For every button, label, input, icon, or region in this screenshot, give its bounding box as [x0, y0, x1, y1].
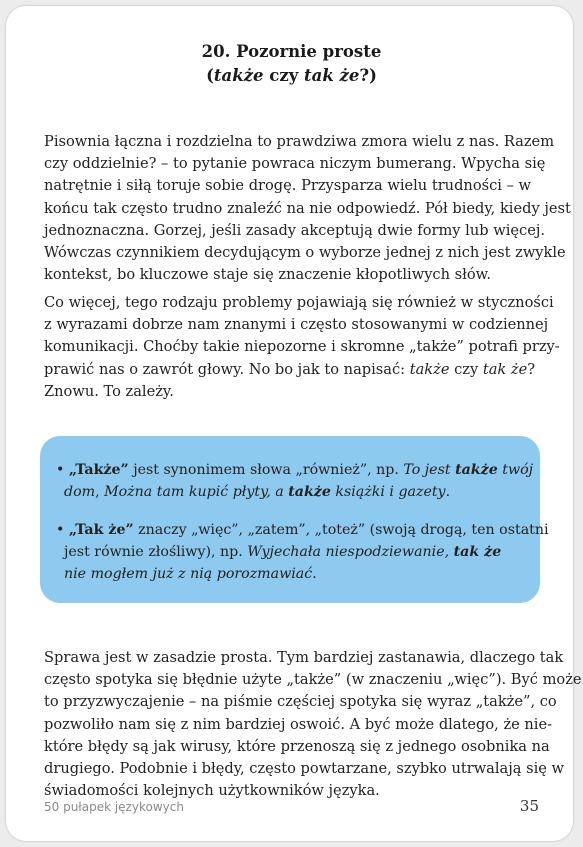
chapter-title	[0, 40, 583, 88]
paragraph-line: z wyrazami dobrze nam znanymi i często stosowanymi w codziennej	[44, 316, 549, 334]
paragraph-line: Co więcej, tego rodzaju problemy pojawiają się również w styczności	[44, 294, 554, 311]
italic-word: tak że	[482, 360, 528, 378]
paragraph-line: jednoznaczna. Gorzej, jeśli zasady akceptują dwie formy lub więcej.	[44, 221, 545, 239]
title-paren-close: ?)	[359, 66, 377, 85]
bullet-line	[56, 563, 526, 585]
paragraph-line: pozwoliło nam się z nim bardziej oswoić. A być może dlatego, że nie-	[44, 715, 553, 733]
bullet-dot: •	[56, 462, 65, 478]
paragraph-line: Sprawa jest w zasadzie prosta. Tym bardziej zastanawia, dlaczego tak	[44, 649, 564, 666]
example-text: twój	[497, 462, 534, 478]
bullet-dot: •	[56, 522, 65, 538]
bullet-takze	[56, 459, 534, 503]
text-run: prawić nas o zawrót głowy. No bo jak to napisać:	[44, 360, 410, 378]
text-run: czy	[449, 360, 483, 378]
paragraph-line: drugiego. Podobnie i błędy, często powtarzane, szybko utrwalają się w	[44, 760, 565, 778]
text-run: .	[445, 484, 451, 500]
paragraph-line: Pisownia łączna i rozdzielna to prawdziwa zmora wielu z nas. Razem	[44, 133, 555, 150]
paragraph-line: Wówczas czynnikiem decydującym o wyborze jednej z nich jest zwykle	[44, 244, 566, 262]
paragraph-line: komunikacji. Choćby takie niepozorne i skromne „także” potrafi przy-	[44, 338, 560, 356]
paragraph-line	[44, 359, 539, 381]
bullet-term: „Także”	[68, 462, 129, 478]
paragraph-line: to przyzwyczajenie – na piśmie częściej spotyka się wyraz „także”, co	[44, 693, 557, 711]
example-text: nie mogłem już z nią porozmawiać	[64, 566, 313, 582]
bullet-line	[56, 481, 526, 503]
title-paren-open: (	[206, 66, 214, 85]
paragraph-line: często spotyka się błędnie użyte „także” (w znaczeniu „więc”). Być może	[44, 671, 582, 689]
example-text: Wyjechała niespodziewanie,	[247, 544, 454, 560]
paragraph-3	[44, 647, 582, 802]
paragraph-2	[44, 292, 560, 403]
text-run: jest równie złośliwy), np.	[64, 544, 248, 560]
footer-book-title: 50 pułapek językowych	[44, 800, 184, 814]
bullet-line	[56, 459, 534, 481]
paragraph-line: które błędy są jak wirusy, które przenoszą się z jednego osobnika na	[44, 737, 550, 755]
paragraph-1	[44, 131, 571, 286]
italic-word: także	[409, 360, 450, 378]
example-text: To jest	[403, 462, 456, 478]
bullet-line	[56, 519, 549, 541]
example-text: książki i gazety	[330, 484, 446, 500]
example-text: dom	[64, 484, 96, 500]
bullet-term: „Tak że”	[68, 522, 134, 538]
example-bold: także	[288, 484, 331, 500]
text-run: ?	[527, 360, 536, 378]
chapter-title-line1: 20. Pozornie proste	[201, 42, 382, 61]
chapter-title-line2	[0, 64, 583, 88]
text-run: ,	[95, 484, 105, 500]
title-word-takze: także	[213, 66, 264, 85]
example-text: Można tam kupić płyty, a	[104, 484, 289, 500]
title-word-tak-ze: tak że	[304, 66, 360, 85]
paragraph-line: natrętnie i siłą toruje sobie drogę. Przysparza wielu trudności – w	[44, 177, 531, 195]
paragraph-line: czy oddzielnie? – to pytanie powraca niczym bumerang. Wpycha się	[44, 155, 546, 173]
title-czy: czy	[263, 66, 305, 85]
text-run: jest synonimem słowa „również”, np.	[128, 462, 404, 478]
paragraph-line: Znowu. To zależy.	[44, 382, 174, 400]
paragraph-line: świadomości kolejnych użytkowników języka.	[44, 782, 380, 800]
bullet-line	[56, 541, 526, 563]
text-run: znaczy „więc”, „zatem”, „toteż” (swoją drogą, ten ostatni	[133, 522, 549, 538]
example-bold: tak że	[453, 544, 502, 560]
paragraph-line: kontekst, bo kluczowe staje się znaczenie kłopotliwych słów.	[44, 266, 492, 284]
footer-page-number: 35	[519, 797, 539, 815]
bullet-tak-ze	[56, 519, 549, 585]
text-run: .	[312, 566, 317, 582]
example-bold: także	[455, 462, 498, 478]
paragraph-line: końcu tak często trudno znaleźć na nie odpowiedź. Pół biedy, kiedy jest	[44, 199, 571, 217]
